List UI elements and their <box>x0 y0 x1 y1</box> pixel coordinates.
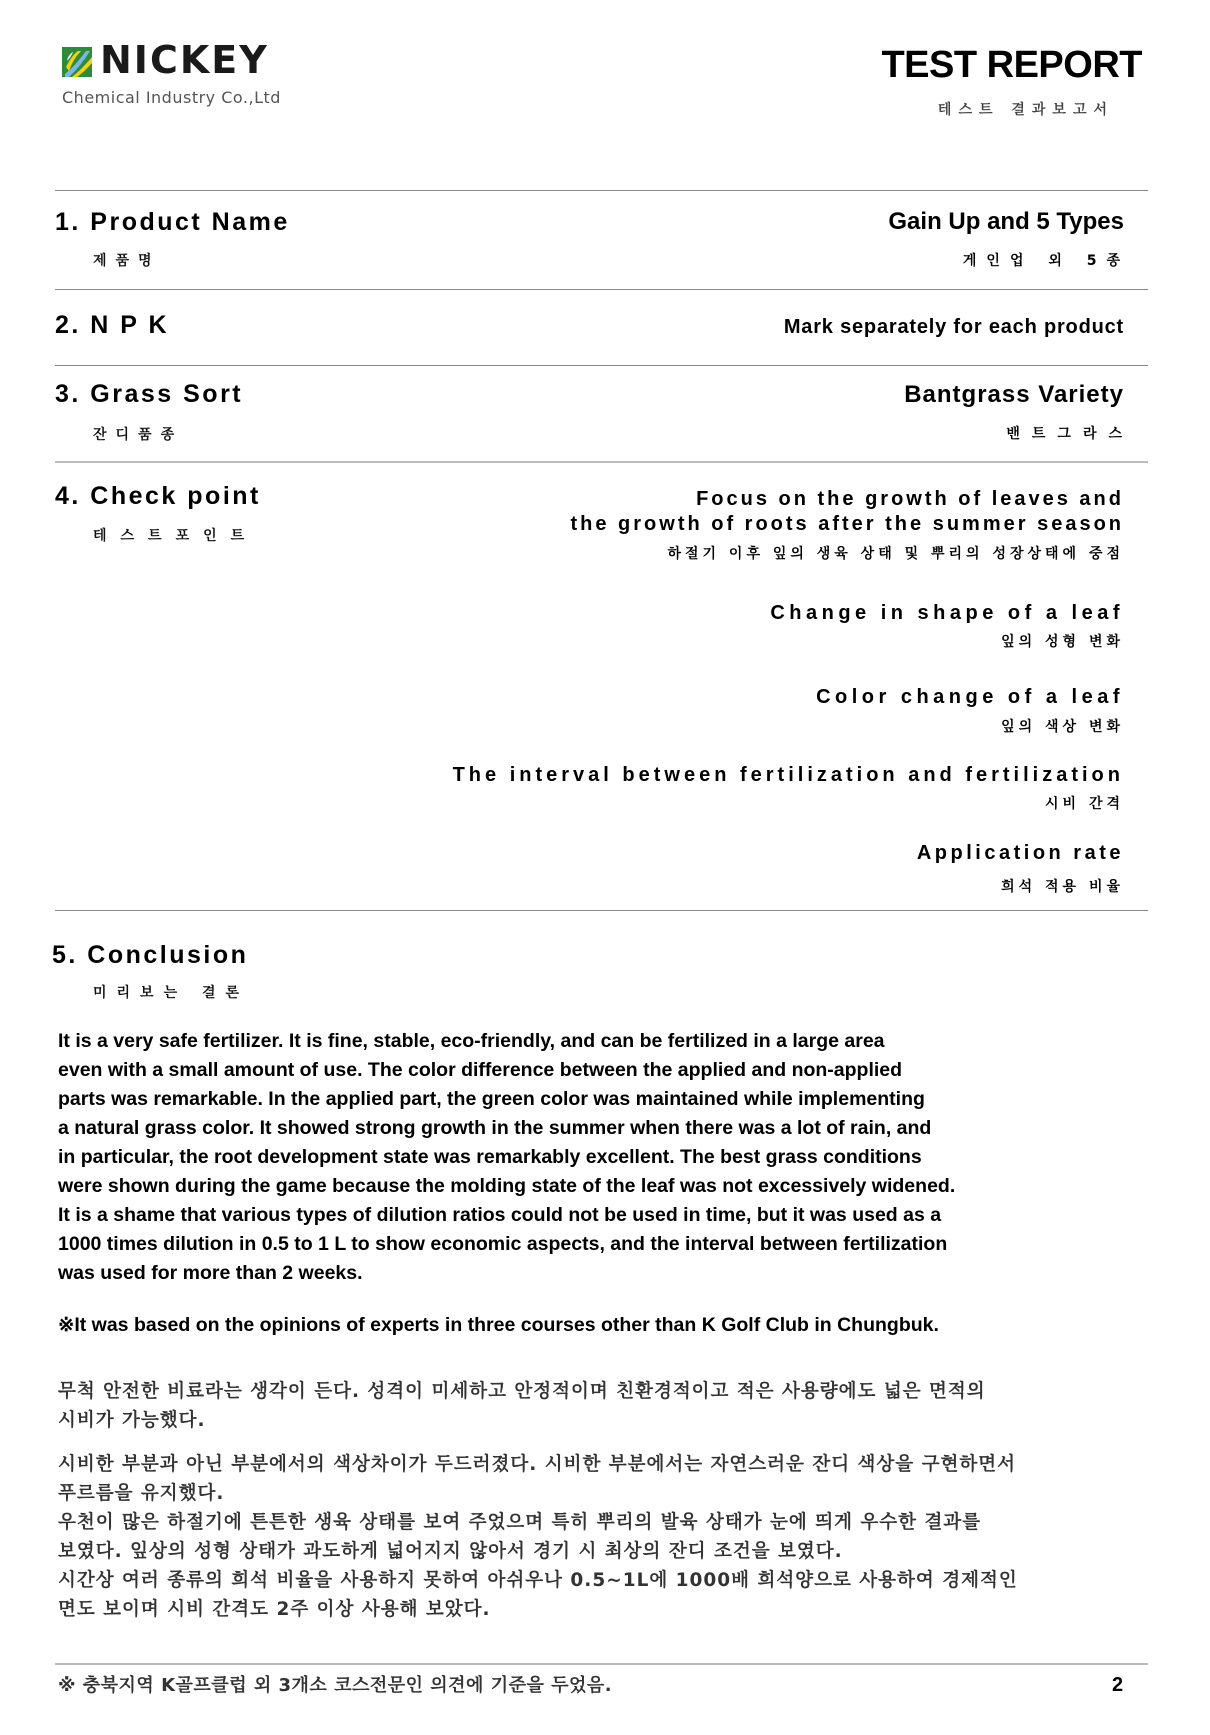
section-check-point-subtitle: 테스트포인트 <box>93 528 259 544</box>
check-point-item-5-ko: 희석 적용 비율 <box>1001 879 1124 895</box>
conclusion-line: It is a very safe fertilizer. It is fine, stable, eco-friendly, and can be fertilized in a large area <box>58 1030 885 1052</box>
conclusion-line: parts was remarkable. In the applied part, the green color was maintained while implementing <box>58 1088 925 1110</box>
section-npk-title: 2. N P K <box>55 311 170 339</box>
divider <box>55 190 1148 191</box>
check-point-item-3: Color change of a leaf <box>816 686 1124 708</box>
conclusion-ko-line: 시비한 부분과 아닌 부분에서의 색상차이가 두드러졌다. 시비한 부분에서는 자연스러운 잔디 색상을 구현하면서 <box>58 1454 1016 1475</box>
company-logo-icon <box>62 47 92 77</box>
check-point-item-1-ko: 하절기 이후 잎의 생육 상태 및 뿌리의 성장상태에 중점 <box>667 546 1124 562</box>
conclusion-line: even with a small amount of use. The color difference between the applied and non-applied <box>58 1059 903 1081</box>
divider <box>55 910 1148 911</box>
footer-note: ※ 충북지역 K골프클럽 외 3개소 코스전문인 의견에 기준을 두었음. <box>58 1675 613 1696</box>
check-point-item-2-ko: 잎의 성형 변화 <box>1001 634 1124 650</box>
conclusion-korean-paragraph-1 <box>58 1377 1168 1435</box>
conclusion-line: It is a shame that various types of dilution ratios could not be used in time, but it was used as a <box>58 1204 942 1226</box>
section-product-name-title: 1. Product Name <box>55 208 290 236</box>
conclusion-ko-line: 면도 보이며 시비 간격도 2주 이상 사용해 보았다. <box>58 1599 491 1620</box>
conclusion-english-note: ※It was based on the opinions of experts in three courses other than K Golf Club in Chungbuk. <box>58 1314 939 1336</box>
section-check-point-title: 4. Check point <box>55 482 261 510</box>
conclusion-line: was used for more than 2 weeks. <box>58 1262 363 1284</box>
report-title: TEST REPORT <box>881 44 1142 86</box>
check-point-item-4-ko: 시비 간격 <box>1045 796 1124 812</box>
check-point-item-1-line-1: Focus on the growth of leaves and <box>696 488 1124 510</box>
conclusion-ko-line: 푸르름을 유지했다. <box>58 1483 225 1504</box>
section-conclusion-title: 5. Conclusion <box>52 941 249 969</box>
product-name-value: Gain Up and 5 Types <box>888 208 1124 235</box>
conclusion-ko-line: 보였다. 잎상의 성형 상태가 과도하게 넓어지지 않아서 경기 시 최상의 잔디 조건을 보였다. <box>58 1541 843 1562</box>
footer-divider <box>55 1663 1148 1665</box>
check-point-item-2: Change in shape of a leaf <box>770 602 1124 624</box>
divider <box>55 365 1148 366</box>
grass-sort-value-ko: 밴트그라스 <box>1006 426 1134 442</box>
conclusion-korean-paragraph-2 <box>58 1450 1168 1624</box>
section-conclusion-subtitle: 미리보는 결론 <box>93 985 250 1001</box>
section-grass-sort-subtitle: 잔디품종 <box>93 427 184 443</box>
divider <box>55 289 1148 290</box>
report-subtitle: 테스트 결과보고서 <box>937 102 1114 118</box>
conclusion-line: were shown during the game because the molding state of the leaf was not excessively widened. <box>58 1175 956 1197</box>
company-name: NICKEY <box>100 38 269 82</box>
grass-sort-value: Bantgrass Variety <box>904 381 1124 408</box>
conclusion-line: 1000 times dilution in 0.5 to 1 L to show economic aspects, and the interval between fertilization <box>58 1233 948 1255</box>
check-point-item-3-ko: 잎의 색상 변화 <box>1001 719 1124 735</box>
conclusion-ko-line: 우천이 많은 하절기에 튼튼한 생육 상태를 보여 주었으며 특히 뿌리의 발육 상태가 눈에 띄게 우수한 결과를 <box>58 1512 982 1533</box>
conclusion-ko-line: 무척 안전한 비료라는 생각이 든다. 성격이 미세하고 안정적이며 친환경적이고 적은 사용량에도 넓은 면적의 <box>58 1381 986 1402</box>
section-product-name-subtitle: 제품명 <box>93 253 161 269</box>
page-number: 2 <box>1112 1674 1124 1696</box>
conclusion-english-text <box>58 1027 1168 1288</box>
check-point-item-1-line-2: the growth of roots after the summer season <box>570 513 1124 535</box>
conclusion-ko-line: 시비가 가능했다. <box>58 1410 206 1431</box>
conclusion-ko-line: 시간상 여러 종류의 희석 비율을 사용하지 못하여 아쉬우나 0.5~1L에 1000배 희석양으로 사용하여 경제적인 <box>58 1570 1018 1591</box>
company-subtitle: Chemical Industry Co.,Ltd <box>62 88 281 107</box>
npk-value: Mark separately for each product <box>783 316 1124 338</box>
section-grass-sort-title: 3. Grass Sort <box>55 380 244 408</box>
conclusion-line: in particular, the root development state was remarkably excellent. The best grass conditions <box>58 1146 922 1168</box>
conclusion-line: a natural grass color. It showed strong growth in the summer when there was a lot of rain, and <box>58 1117 932 1139</box>
product-name-value-ko: 게인업 외 5종 <box>962 253 1130 269</box>
divider <box>55 461 1148 463</box>
check-point-item-5: Application rate <box>916 842 1124 864</box>
check-point-item-4: The interval between fertilization and fertilization <box>452 764 1124 786</box>
